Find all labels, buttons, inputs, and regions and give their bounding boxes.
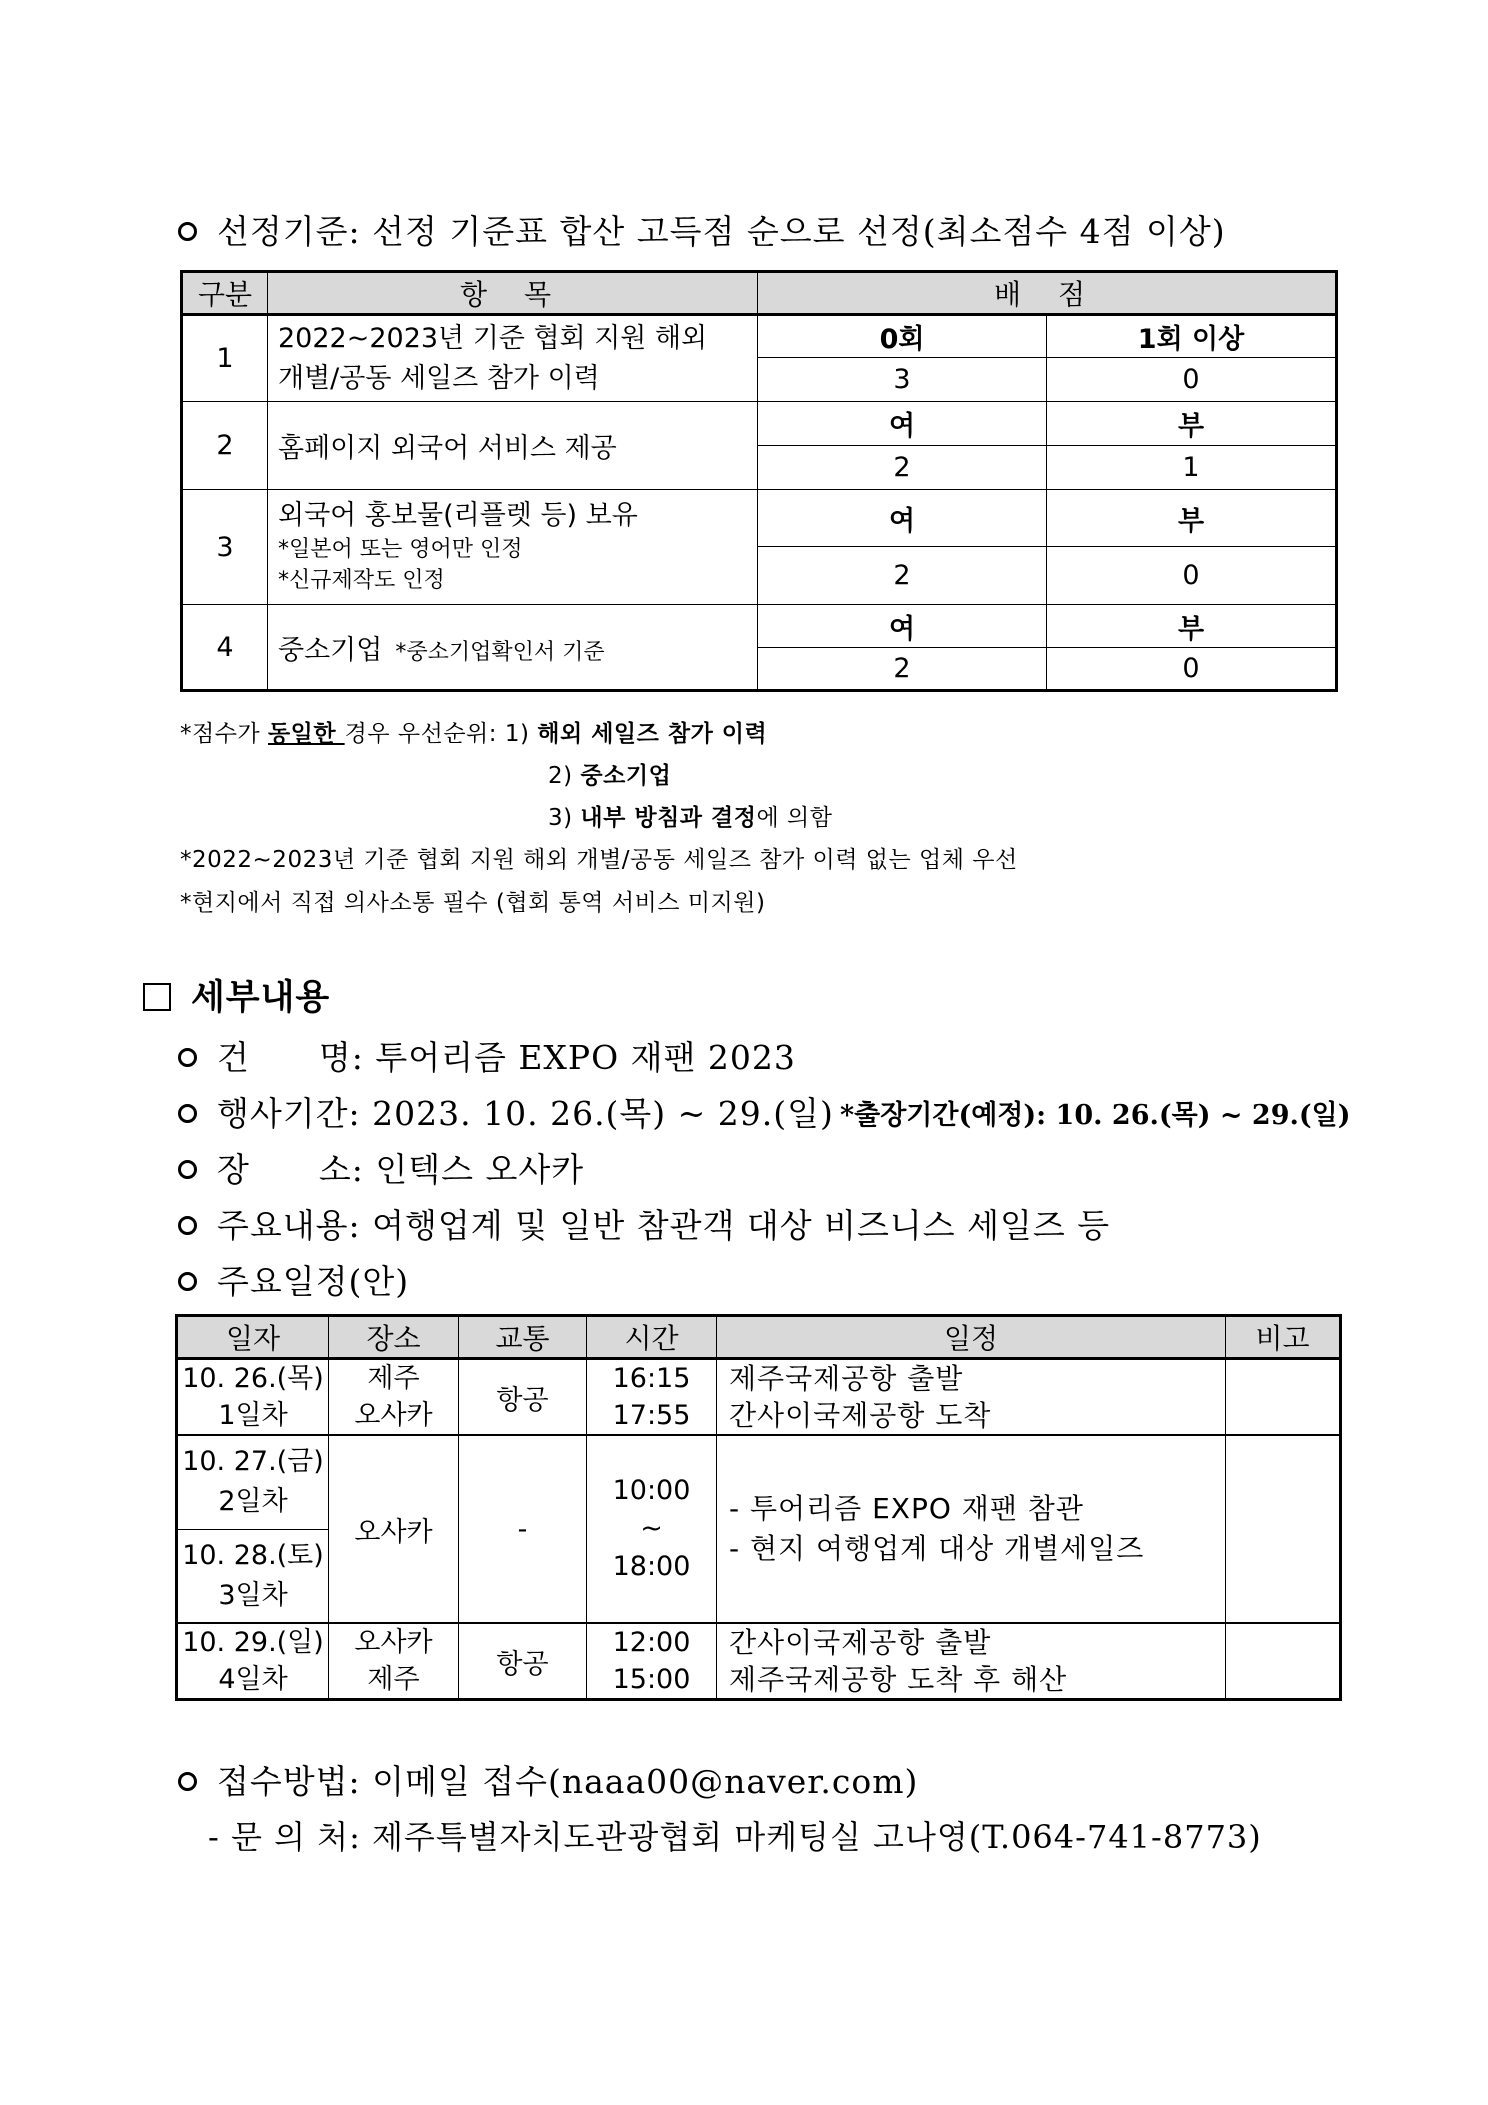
plan-cell bbox=[717, 1359, 1226, 1436]
score-a: 2 bbox=[758, 446, 1047, 490]
note-text: *점수가 bbox=[180, 721, 268, 747]
detail-value: 투어리즘 EXPO 재팬 2023 bbox=[375, 1038, 796, 1077]
header-time: 시간 bbox=[587, 1316, 717, 1359]
item-line: 중소기업 bbox=[278, 634, 383, 666]
priority-2: 중소기업 bbox=[580, 763, 672, 789]
time-cell bbox=[587, 1435, 717, 1623]
item-subnote: *신규제작도 인정 bbox=[278, 568, 445, 593]
time-text: 15:00 bbox=[612, 1664, 691, 1695]
option-b: 부 bbox=[1047, 402, 1337, 446]
tie-rule-2 bbox=[548, 757, 671, 790]
item-line: 개별/공동 세일즈 참가 이력 bbox=[278, 362, 600, 394]
date-text: 10. 28.(토) bbox=[182, 1539, 324, 1571]
score-b: 0 bbox=[1047, 547, 1337, 605]
apply-text: 접수방법: 이메일 접수(naaa00@naver.com) bbox=[217, 1762, 919, 1801]
time-cell bbox=[587, 1359, 717, 1436]
option-a: 여 bbox=[758, 490, 1047, 547]
option-b: 부 bbox=[1047, 490, 1337, 547]
time-separator: ~ bbox=[640, 1513, 663, 1544]
score-b: 1 bbox=[1047, 446, 1337, 490]
detail-schedule bbox=[178, 1256, 409, 1303]
place-text: 제주 bbox=[367, 1363, 420, 1394]
place-cell bbox=[329, 1623, 459, 1700]
score-b: 0 bbox=[1047, 648, 1337, 691]
date-text: 10. 26.(목) bbox=[182, 1363, 324, 1394]
plan-text: 제주국제공항 도착 후 해산 bbox=[729, 1663, 1068, 1696]
detail-label: 주요일정(안) bbox=[217, 1262, 410, 1301]
detail-value: 2023. 10. 26.(목) ~ 29.(일) bbox=[372, 1094, 834, 1133]
header-score: 배 점 bbox=[758, 272, 1337, 315]
detail-label: 장 소: bbox=[217, 1150, 364, 1189]
score-a: 2 bbox=[758, 648, 1047, 691]
option-b: 부 bbox=[1047, 605, 1337, 648]
header-item: 항 목 bbox=[268, 272, 758, 315]
plan-text: 간사이국제공항 출발 bbox=[729, 1626, 992, 1659]
detail-period bbox=[178, 1088, 834, 1135]
item-line: 2022~2023년 기준 협회 지원 해외 bbox=[278, 322, 708, 354]
criteria-heading: 선정기준: 선정 기준표 합산 고득점 순으로 선정(최소점수 4점 이상) bbox=[178, 206, 1226, 253]
score-a: 3 bbox=[758, 358, 1047, 402]
note-communication: *현지에서 직접 의사소통 필수 (협회 통역 서비스 미지원) bbox=[180, 890, 766, 916]
priority-1: 해외 세일즈 참가 이력 bbox=[537, 721, 768, 747]
date-cell bbox=[177, 1623, 329, 1700]
score-b: 0 bbox=[1047, 358, 1337, 402]
place-text: 오사카 bbox=[354, 1400, 433, 1431]
place-cell bbox=[329, 1359, 459, 1436]
day-text: 4일차 bbox=[218, 1664, 288, 1695]
date-cell bbox=[177, 1529, 329, 1623]
plan-cell bbox=[717, 1435, 1226, 1623]
schedule-table bbox=[175, 1314, 1342, 1701]
score-a: 2 bbox=[758, 547, 1047, 605]
row-no: 4 bbox=[182, 605, 268, 691]
tie-rule-note bbox=[180, 715, 767, 748]
row-no: 2 bbox=[182, 402, 268, 490]
detail-value: 여행업계 및 일반 참관객 대상 비즈니스 세일즈 등 bbox=[372, 1206, 1111, 1245]
detail-label: 건 명: bbox=[217, 1038, 364, 1077]
plan-text: - 투어리즘 EXPO 재팬 참관 bbox=[729, 1492, 1084, 1525]
transport-cell: 항공 bbox=[459, 1623, 587, 1700]
bullet-icon bbox=[178, 1104, 197, 1123]
bullet-icon bbox=[178, 1160, 197, 1179]
row-item bbox=[268, 605, 758, 691]
detail-label: 주요내용: bbox=[217, 1206, 361, 1245]
tie-rule-3 bbox=[548, 799, 832, 832]
time-text: 18:00 bbox=[612, 1551, 691, 1582]
transport-cell: - bbox=[459, 1435, 587, 1623]
item-line: 홈페이지 외국어 서비스 제공 bbox=[278, 433, 617, 464]
header-transport: 교통 bbox=[459, 1316, 587, 1359]
day-text: 1일차 bbox=[218, 1400, 288, 1431]
note-text: 에 의함 bbox=[756, 805, 833, 831]
time-text: 16:15 bbox=[612, 1363, 691, 1394]
time-text: 17:55 bbox=[612, 1400, 691, 1431]
details-heading: 세부내용 bbox=[143, 970, 330, 1020]
note-first-timers: *2022~2023년 기준 협회 지원 해외 개별/공동 세일즈 참가 이력 없는 업체 우선 bbox=[180, 847, 1018, 873]
note-text: 3) bbox=[548, 805, 581, 831]
detail-label: 행사기간: bbox=[217, 1094, 361, 1133]
place-cell: 오사카 bbox=[329, 1435, 459, 1623]
bullet-icon bbox=[178, 1772, 197, 1791]
plan-text: 제주국제공항 출발 bbox=[729, 1362, 964, 1395]
item-subnote: *일본어 또는 영어만 인정 bbox=[278, 537, 523, 562]
criteria-table bbox=[180, 270, 1338, 692]
header-no: 구분 bbox=[182, 272, 268, 315]
date-text: 10. 27.(금) bbox=[182, 1446, 324, 1478]
bullet-icon bbox=[178, 222, 197, 241]
header-note: 비고 bbox=[1226, 1316, 1341, 1359]
place-text: 제주 bbox=[367, 1664, 420, 1695]
bullet-icon bbox=[178, 1272, 197, 1291]
header-place: 장소 bbox=[329, 1316, 459, 1359]
transport-cell: 항공 bbox=[459, 1359, 587, 1436]
detail-place bbox=[178, 1144, 584, 1191]
square-icon bbox=[143, 983, 171, 1011]
date-cell bbox=[177, 1359, 329, 1436]
plan-text: - 현지 여행업계 대상 개별세일즈 bbox=[729, 1532, 1145, 1565]
option-b: 1회 이상 bbox=[1047, 315, 1337, 358]
row-item bbox=[268, 490, 758, 605]
day-text: 2일차 bbox=[218, 1486, 288, 1518]
row-item bbox=[268, 315, 758, 402]
detail-value: 인텍스 오사카 bbox=[375, 1150, 585, 1189]
header-date: 일자 bbox=[177, 1316, 329, 1359]
item-line: 외국어 홍보물(리플렛 등) 보유 bbox=[278, 500, 638, 531]
option-a: 여 bbox=[758, 605, 1047, 648]
bullet-icon bbox=[178, 1048, 197, 1067]
plan-text: 간사이국제공항 도착 bbox=[729, 1399, 992, 1432]
time-cell bbox=[587, 1623, 717, 1700]
contact-info: - 문 의 처: 제주특별자치도관광협회 마케팅실 고나영(T.064-741-8773) bbox=[208, 1818, 1262, 1856]
note-text: 2) bbox=[548, 763, 581, 789]
date-text: 10. 29.(일) bbox=[182, 1627, 324, 1658]
day-text: 3일차 bbox=[218, 1579, 288, 1611]
priority-3: 내부 방침과 결정 bbox=[580, 805, 757, 831]
row-item bbox=[268, 402, 758, 490]
header-plan: 일정 bbox=[717, 1316, 1226, 1359]
note-cell bbox=[1226, 1623, 1341, 1700]
time-text: 10:00 bbox=[612, 1475, 691, 1506]
date-cell bbox=[177, 1435, 329, 1529]
plan-cell bbox=[717, 1623, 1226, 1700]
detail-name bbox=[178, 1032, 796, 1079]
item-subnote: *중소기업확인서 기준 bbox=[395, 639, 605, 665]
note-cell bbox=[1226, 1359, 1341, 1436]
note-cell bbox=[1226, 1435, 1341, 1623]
option-a: 0회 bbox=[758, 315, 1047, 358]
bullet-icon bbox=[178, 1216, 197, 1235]
note-emphasis: 동일한 bbox=[267, 721, 345, 747]
option-a: 여 bbox=[758, 402, 1047, 446]
row-no: 1 bbox=[182, 315, 268, 402]
detail-content bbox=[178, 1200, 1110, 1247]
trip-period: *출장기간(예정): 10. 26.(목) ~ 29.(일) bbox=[840, 1100, 1351, 1131]
place-text: 오사카 bbox=[354, 1627, 433, 1658]
row-no: 3 bbox=[182, 490, 268, 605]
apply-method bbox=[178, 1756, 918, 1803]
time-text: 12:00 bbox=[612, 1627, 691, 1658]
note-text: 경우 우선순위: 1) bbox=[344, 721, 538, 747]
